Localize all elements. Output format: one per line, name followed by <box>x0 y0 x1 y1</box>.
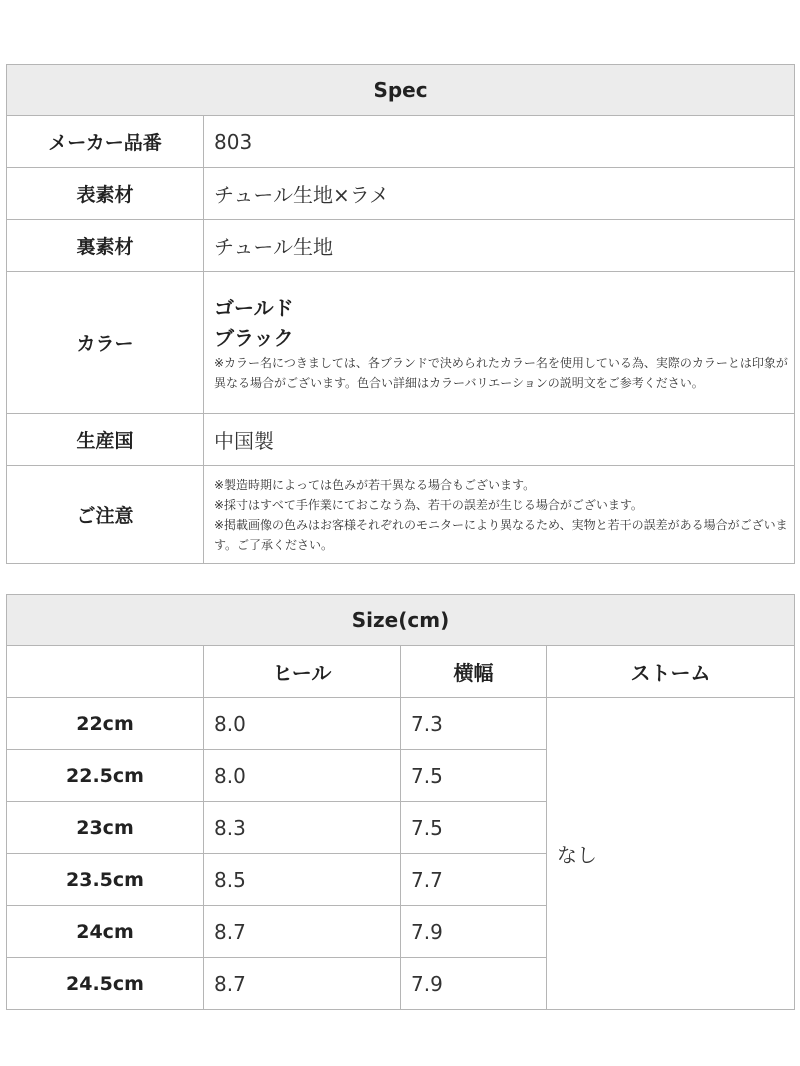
size-header-blank <box>7 646 204 698</box>
spec-row-origin <box>7 414 795 466</box>
maker-no-label: メーカー品番 <box>7 116 204 168</box>
width-value: 7.5 <box>401 802 547 854</box>
color-note: ※カラー名につきましては、各ブランドで決められたカラー名を使用している為、実際のカラーとは印象が異なる場合がございます。色合い詳細はカラーバリエーションの説明文をご参考ください。 <box>214 355 788 390</box>
spec-row-maker-no <box>7 116 795 168</box>
width-value: 7.9 <box>401 958 547 1010</box>
spec-row-color <box>7 272 795 414</box>
caution-note: ※採寸はすべて手作業にておこなう為、若干の誤差が生じる場合がございます。 <box>214 497 643 512</box>
heel-value: 8.0 <box>204 698 401 750</box>
spec-table <box>6 64 795 564</box>
size-label: 24.5cm <box>7 958 204 1010</box>
size-label: 23.5cm <box>7 854 204 906</box>
color-name-black: ブラック <box>214 325 294 350</box>
size-title: Size(cm) <box>7 595 795 646</box>
size-table <box>6 594 795 1010</box>
size-label: 22.5cm <box>7 750 204 802</box>
spec-row-caution <box>7 466 795 564</box>
spec-row-inner <box>7 220 795 272</box>
inner-material-value: チュール生地 <box>204 220 795 272</box>
inner-material-label: 裏素材 <box>7 220 204 272</box>
caution-note: ※掲載画像の色みはお客様それぞれのモニターにより異なるため、実物と若干の誤差がある場合がございます。ご了承ください。 <box>214 517 788 552</box>
size-header-storm: ストーム <box>547 646 795 698</box>
heel-value: 8.0 <box>204 750 401 802</box>
heel-value: 8.3 <box>204 802 401 854</box>
storm-value: なし <box>547 698 795 1010</box>
heel-value: 8.7 <box>204 958 401 1010</box>
origin-value: 中国製 <box>204 414 795 466</box>
size-header-heel: ヒール <box>204 646 401 698</box>
size-label: 24cm <box>7 906 204 958</box>
size-label: 23cm <box>7 802 204 854</box>
spec-title: Spec <box>7 65 795 116</box>
width-value: 7.7 <box>401 854 547 906</box>
heel-value: 8.5 <box>204 854 401 906</box>
spec-row-outer <box>7 168 795 220</box>
outer-material-label: 表素材 <box>7 168 204 220</box>
size-label: 22cm <box>7 698 204 750</box>
size-row <box>7 698 795 750</box>
width-value: 7.3 <box>401 698 547 750</box>
size-header-width: 横幅 <box>401 646 547 698</box>
caution-note: ※製造時期によっては色みが若干異なる場合もございます。 <box>214 477 536 492</box>
color-name-gold: ゴールド <box>214 295 294 320</box>
caution-label: ご注意 <box>7 466 204 564</box>
width-value: 7.9 <box>401 906 547 958</box>
size-header-row <box>7 646 795 698</box>
heel-value: 8.7 <box>204 906 401 958</box>
color-label: カラー <box>7 272 204 414</box>
maker-no-value: 803 <box>204 116 795 168</box>
width-value: 7.5 <box>401 750 547 802</box>
origin-label: 生産国 <box>7 414 204 466</box>
outer-material-value: チュール生地×ラメ <box>204 168 795 220</box>
